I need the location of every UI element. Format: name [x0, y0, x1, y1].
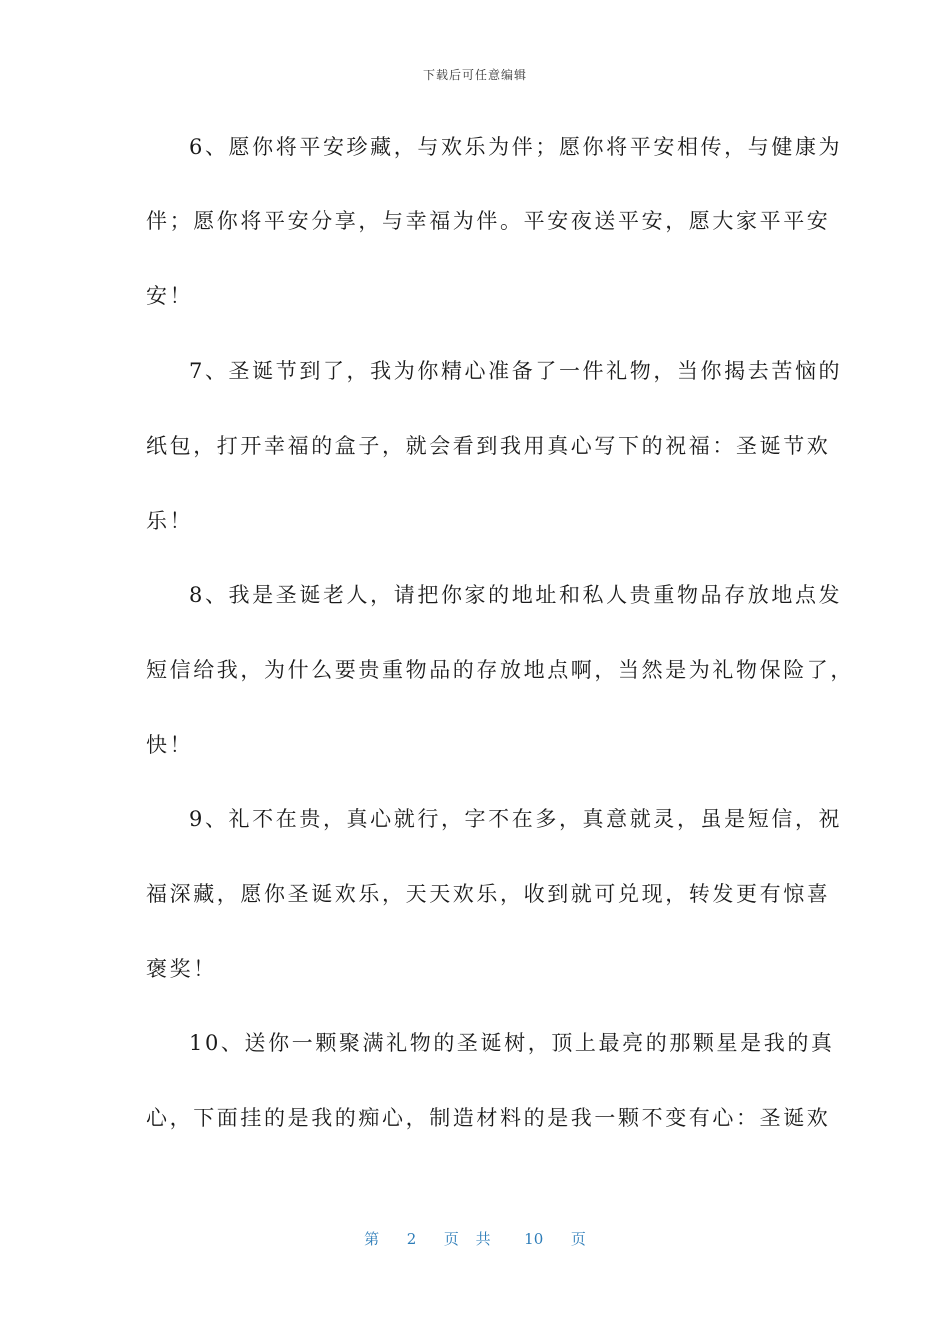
page-footer: [0, 1228, 950, 1249]
paragraph-7-line-3: 乐！: [146, 509, 194, 533]
paragraph-9-line-1: 9、礼不在贵，真心就行，字不在多，真意就灵，虽是短信，祝: [189, 807, 843, 831]
paragraph-6-line-3: 安！: [146, 284, 194, 308]
paragraph-9-line-2: 福深藏，愿你圣诞欢乐，天天欢乐，收到就可兑现，转发更有惊喜: [146, 882, 831, 906]
paragraph-8-line-2: 短信给我，为什么要贵重物品的存放地点啊，当然是为礼物保险了，: [146, 658, 854, 682]
paragraph-7-line-1: 7、圣诞节到了，我为你精心准备了一件礼物，当你揭去苦恼的: [189, 359, 843, 383]
footer-current-page: 2: [406, 1230, 417, 1248]
paragraph-8-line-1: 8、我是圣诞老人，请把你家的地址和私人贵重物品存放地点发: [189, 583, 843, 607]
footer-total-pages: 10: [524, 1230, 544, 1248]
paragraph-8-line-3: 快！: [146, 733, 194, 757]
paragraph-7-line-2: 纸包，打开幸福的盒子，就会看到我用真心写下的祝福：圣诞节欢: [146, 434, 831, 458]
paragraph-6-line-1: 6、愿你将平安珍藏，与欢乐为伴；愿你将平安相传，与健康为: [189, 135, 843, 159]
paragraph-10-line-1: 10、送你一颗聚满礼物的圣诞树，顶上最亮的那颗星是我的真: [189, 1031, 835, 1055]
footer-prefix: 第: [364, 1230, 380, 1248]
header-note: 下载后可任意编辑: [422, 68, 527, 82]
footer-middle: 页 共: [443, 1230, 497, 1248]
paragraph-6-line-2: 伴；愿你将平安分享，与幸福为伴。平安夜送平安，愿大家平平安: [146, 209, 831, 233]
footer-suffix: 页: [570, 1230, 586, 1248]
paragraph-9-line-3: 褒奖！: [146, 957, 217, 981]
paragraph-10-line-2: 心，下面挂的是我的痴心，制造材料的是我一颗不变有心：圣诞欢: [146, 1106, 831, 1130]
